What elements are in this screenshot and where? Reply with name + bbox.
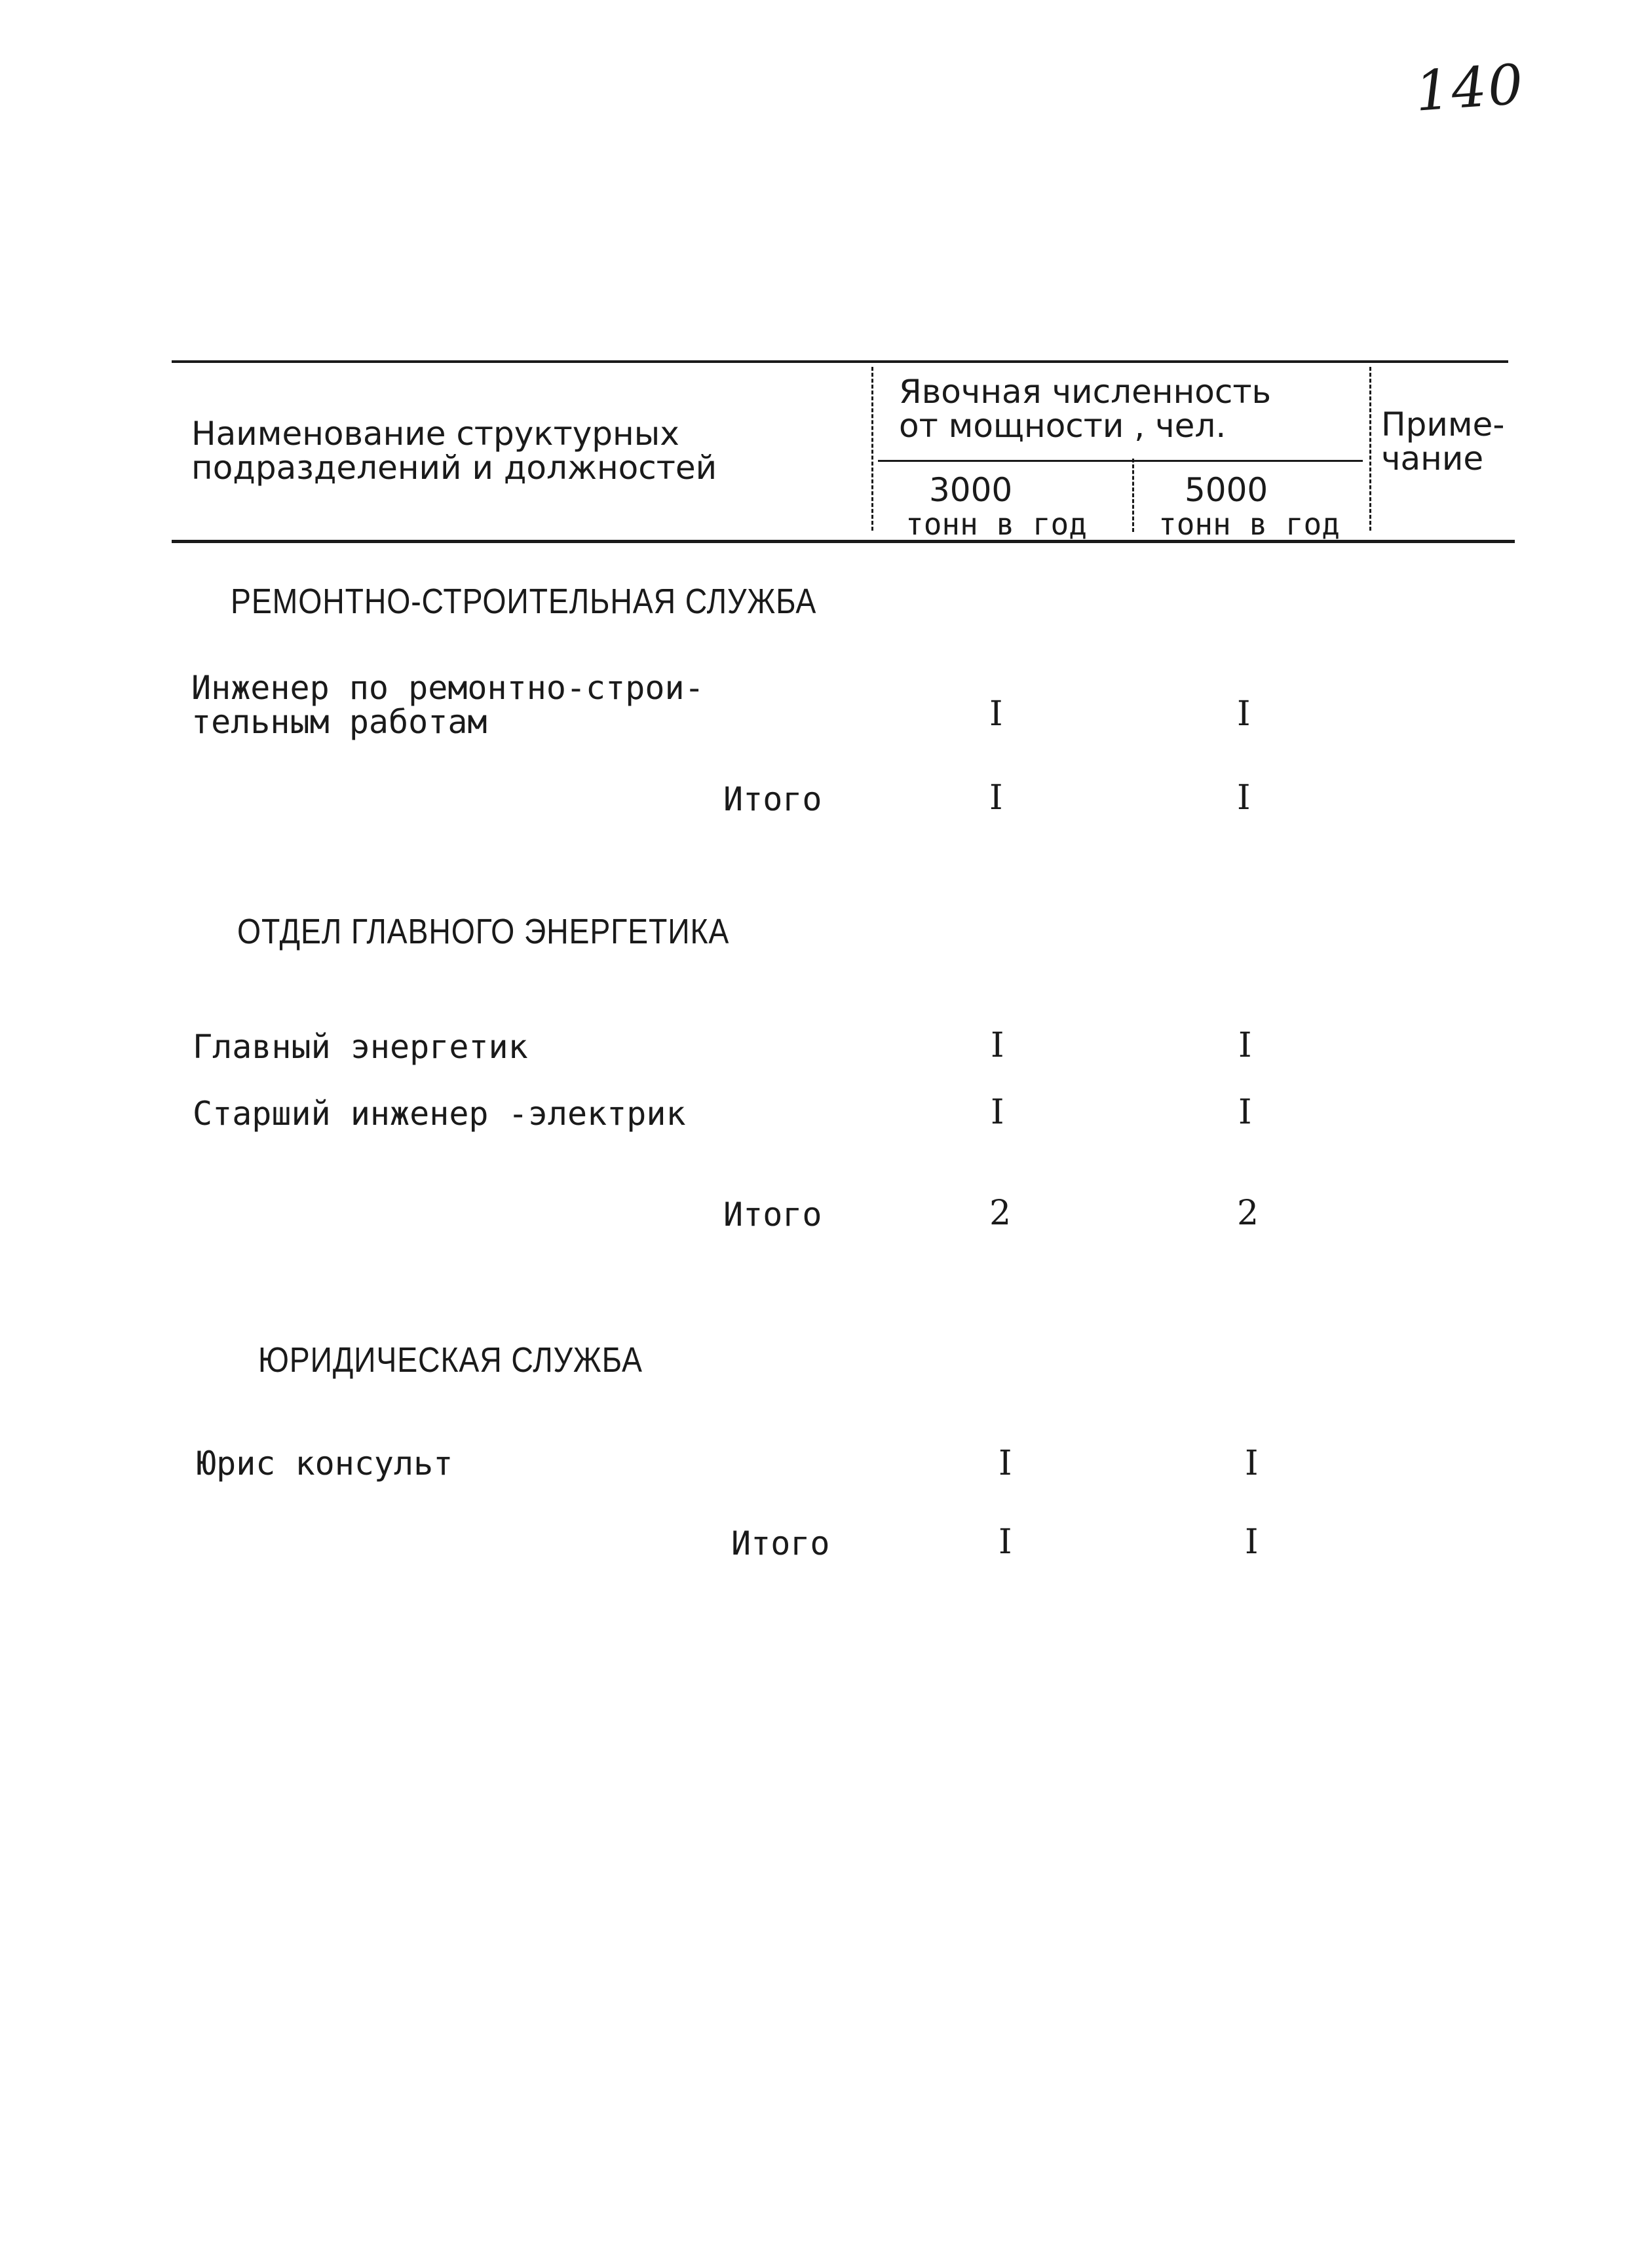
header-sub-rule <box>878 460 1363 462</box>
table-row-name: Юрис консульт <box>197 1445 453 1483</box>
header-note-line2: чание <box>1381 440 1484 478</box>
header-note-line1: Приме- <box>1381 406 1505 444</box>
section-title-energy: ОТДЕЛ ГЛАВНОГО ЭНЕРГЕТИКА <box>237 912 730 951</box>
header-divider-right <box>1369 367 1371 531</box>
header-count-column <box>899 375 1271 443</box>
header-count-line1: Явочная численность <box>899 373 1271 411</box>
section-title-repair: РЕМОНТНО-СТРОИТЕЛЬНАЯ СЛУЖБА <box>231 582 817 621</box>
total-value-col-a: I <box>999 1522 1012 1562</box>
total-label: Итого <box>723 1196 822 1234</box>
row-value-col-b: I <box>1245 1444 1259 1483</box>
total-value-col-a: I <box>989 778 1003 818</box>
table-row-name <box>191 671 704 739</box>
total-value-col-b: I <box>1245 1522 1259 1562</box>
header-col-a-capacity: 3000 <box>929 471 1013 509</box>
row-name-line2: тельным работам <box>191 703 487 741</box>
total-label: Итого <box>731 1524 830 1562</box>
row-value-col-a: I <box>999 1444 1012 1483</box>
row-value-col-a: I <box>989 694 1003 734</box>
header-name-line1: Наименование структурных <box>191 415 679 453</box>
table-row-name: Старший инженер -электрик <box>193 1095 686 1133</box>
page-number: 140 <box>1413 52 1527 124</box>
total-value-col-b: 2 <box>1237 1194 1259 1233</box>
row-value-col-b: I <box>1237 694 1251 734</box>
row-name-line1: Инженер по ремонтно-строи- <box>191 669 704 707</box>
row-value-col-a: I <box>991 1093 1004 1132</box>
header-note-column <box>1381 407 1504 476</box>
section-title-legal: ЮРИДИЧЕСКАЯ СЛУЖБА <box>258 1340 643 1380</box>
header-col-b-unit: тонн в год <box>1158 506 1340 542</box>
header-divider-mid <box>1132 459 1134 532</box>
total-label: Итого <box>723 780 822 818</box>
row-value-col-b: I <box>1238 1026 1252 1065</box>
header-divider-left <box>871 367 873 531</box>
row-value-col-b: I <box>1238 1093 1252 1132</box>
total-value-col-b: I <box>1237 778 1251 818</box>
header-top-rule <box>172 360 1508 363</box>
header-count-line2: от мощности , чел. <box>899 407 1227 445</box>
header-name-column <box>191 417 717 485</box>
row-value-col-a: I <box>991 1026 1004 1065</box>
header-col-a-unit: тонн в год <box>905 506 1087 542</box>
total-value-col-a: 2 <box>989 1194 1012 1233</box>
table-row-name: Главный энергетик <box>193 1028 528 1066</box>
header-name-line2: подразделений и должностей <box>191 449 717 487</box>
header-col-b-capacity: 5000 <box>1185 471 1268 509</box>
